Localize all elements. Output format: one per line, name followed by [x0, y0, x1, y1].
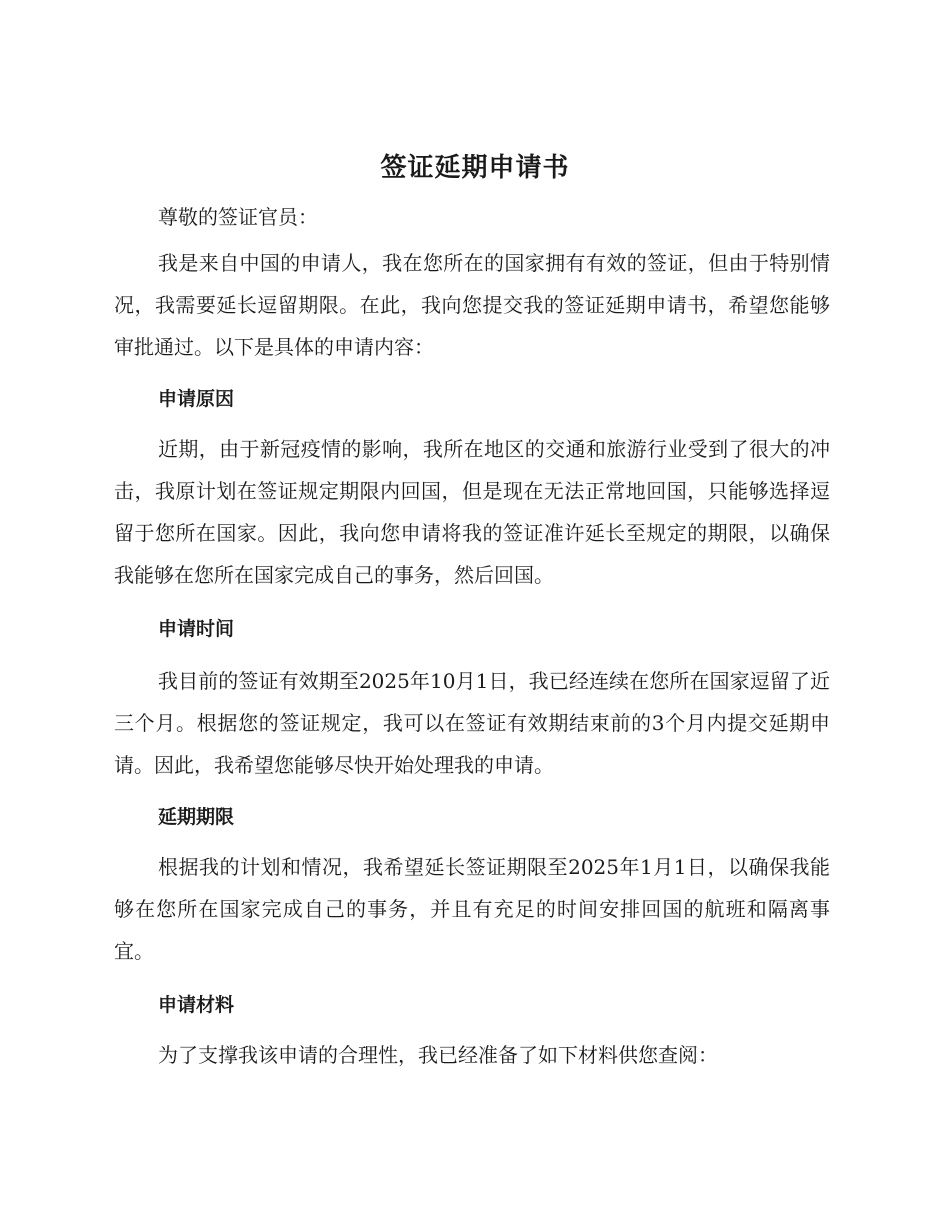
section-body-reason: 近期，由于新冠疫情的影响，我所在地区的交通和旅游行业受到了很大的冲击，我原计划在签证规定期限内回国，但是现在无法正常地回国，只能够选择逗留于您所在国家。因此，我向您申请将我的签证准许延长至规定的期限，以确保我能够在您所在国家完成自己的事务，然后回国。 [114, 437, 830, 587]
section-heading-materials: 申请材料 [158, 994, 235, 1016]
section-heading-extension: 延期期限 [158, 806, 235, 828]
section-body-time: 我目前的签证有效期至2025年10月1日，我已经连续在您所在国家逗留了近三个月。根据您的签证规定，我可以在签证有效期结束前的3个月内提交延期申请。因此，我希望您能够尽快开始处理我的申请。 [114, 669, 830, 777]
intro-paragraph: 我是来自中国的申请人，我在您所在的国家拥有有效的签证，但由于特别情况，我需要延长逗留期限。在此，我向您提交我的签证延期申请书，希望您能够审批通过。以下是具体的申请内容： [114, 251, 830, 359]
section-body-materials: 为了支撑我该申请的合理性，我已经准备了如下材料供您查阅： [158, 1043, 718, 1067]
salutation: 尊敬的签证官员： [158, 205, 318, 229]
section-body-extension: 根据我的计划和情况，我希望延长签证期限至2025年1月1日，以确保我能够在您所在国家完成自己的事务，并且有充足的时间安排回国的航班和隔离事宜。 [114, 855, 830, 963]
section-heading-reason: 申请原因 [158, 388, 235, 410]
document-title: 签证延期申请书 [380, 153, 570, 183]
section-heading-time: 申请时间 [158, 618, 235, 640]
